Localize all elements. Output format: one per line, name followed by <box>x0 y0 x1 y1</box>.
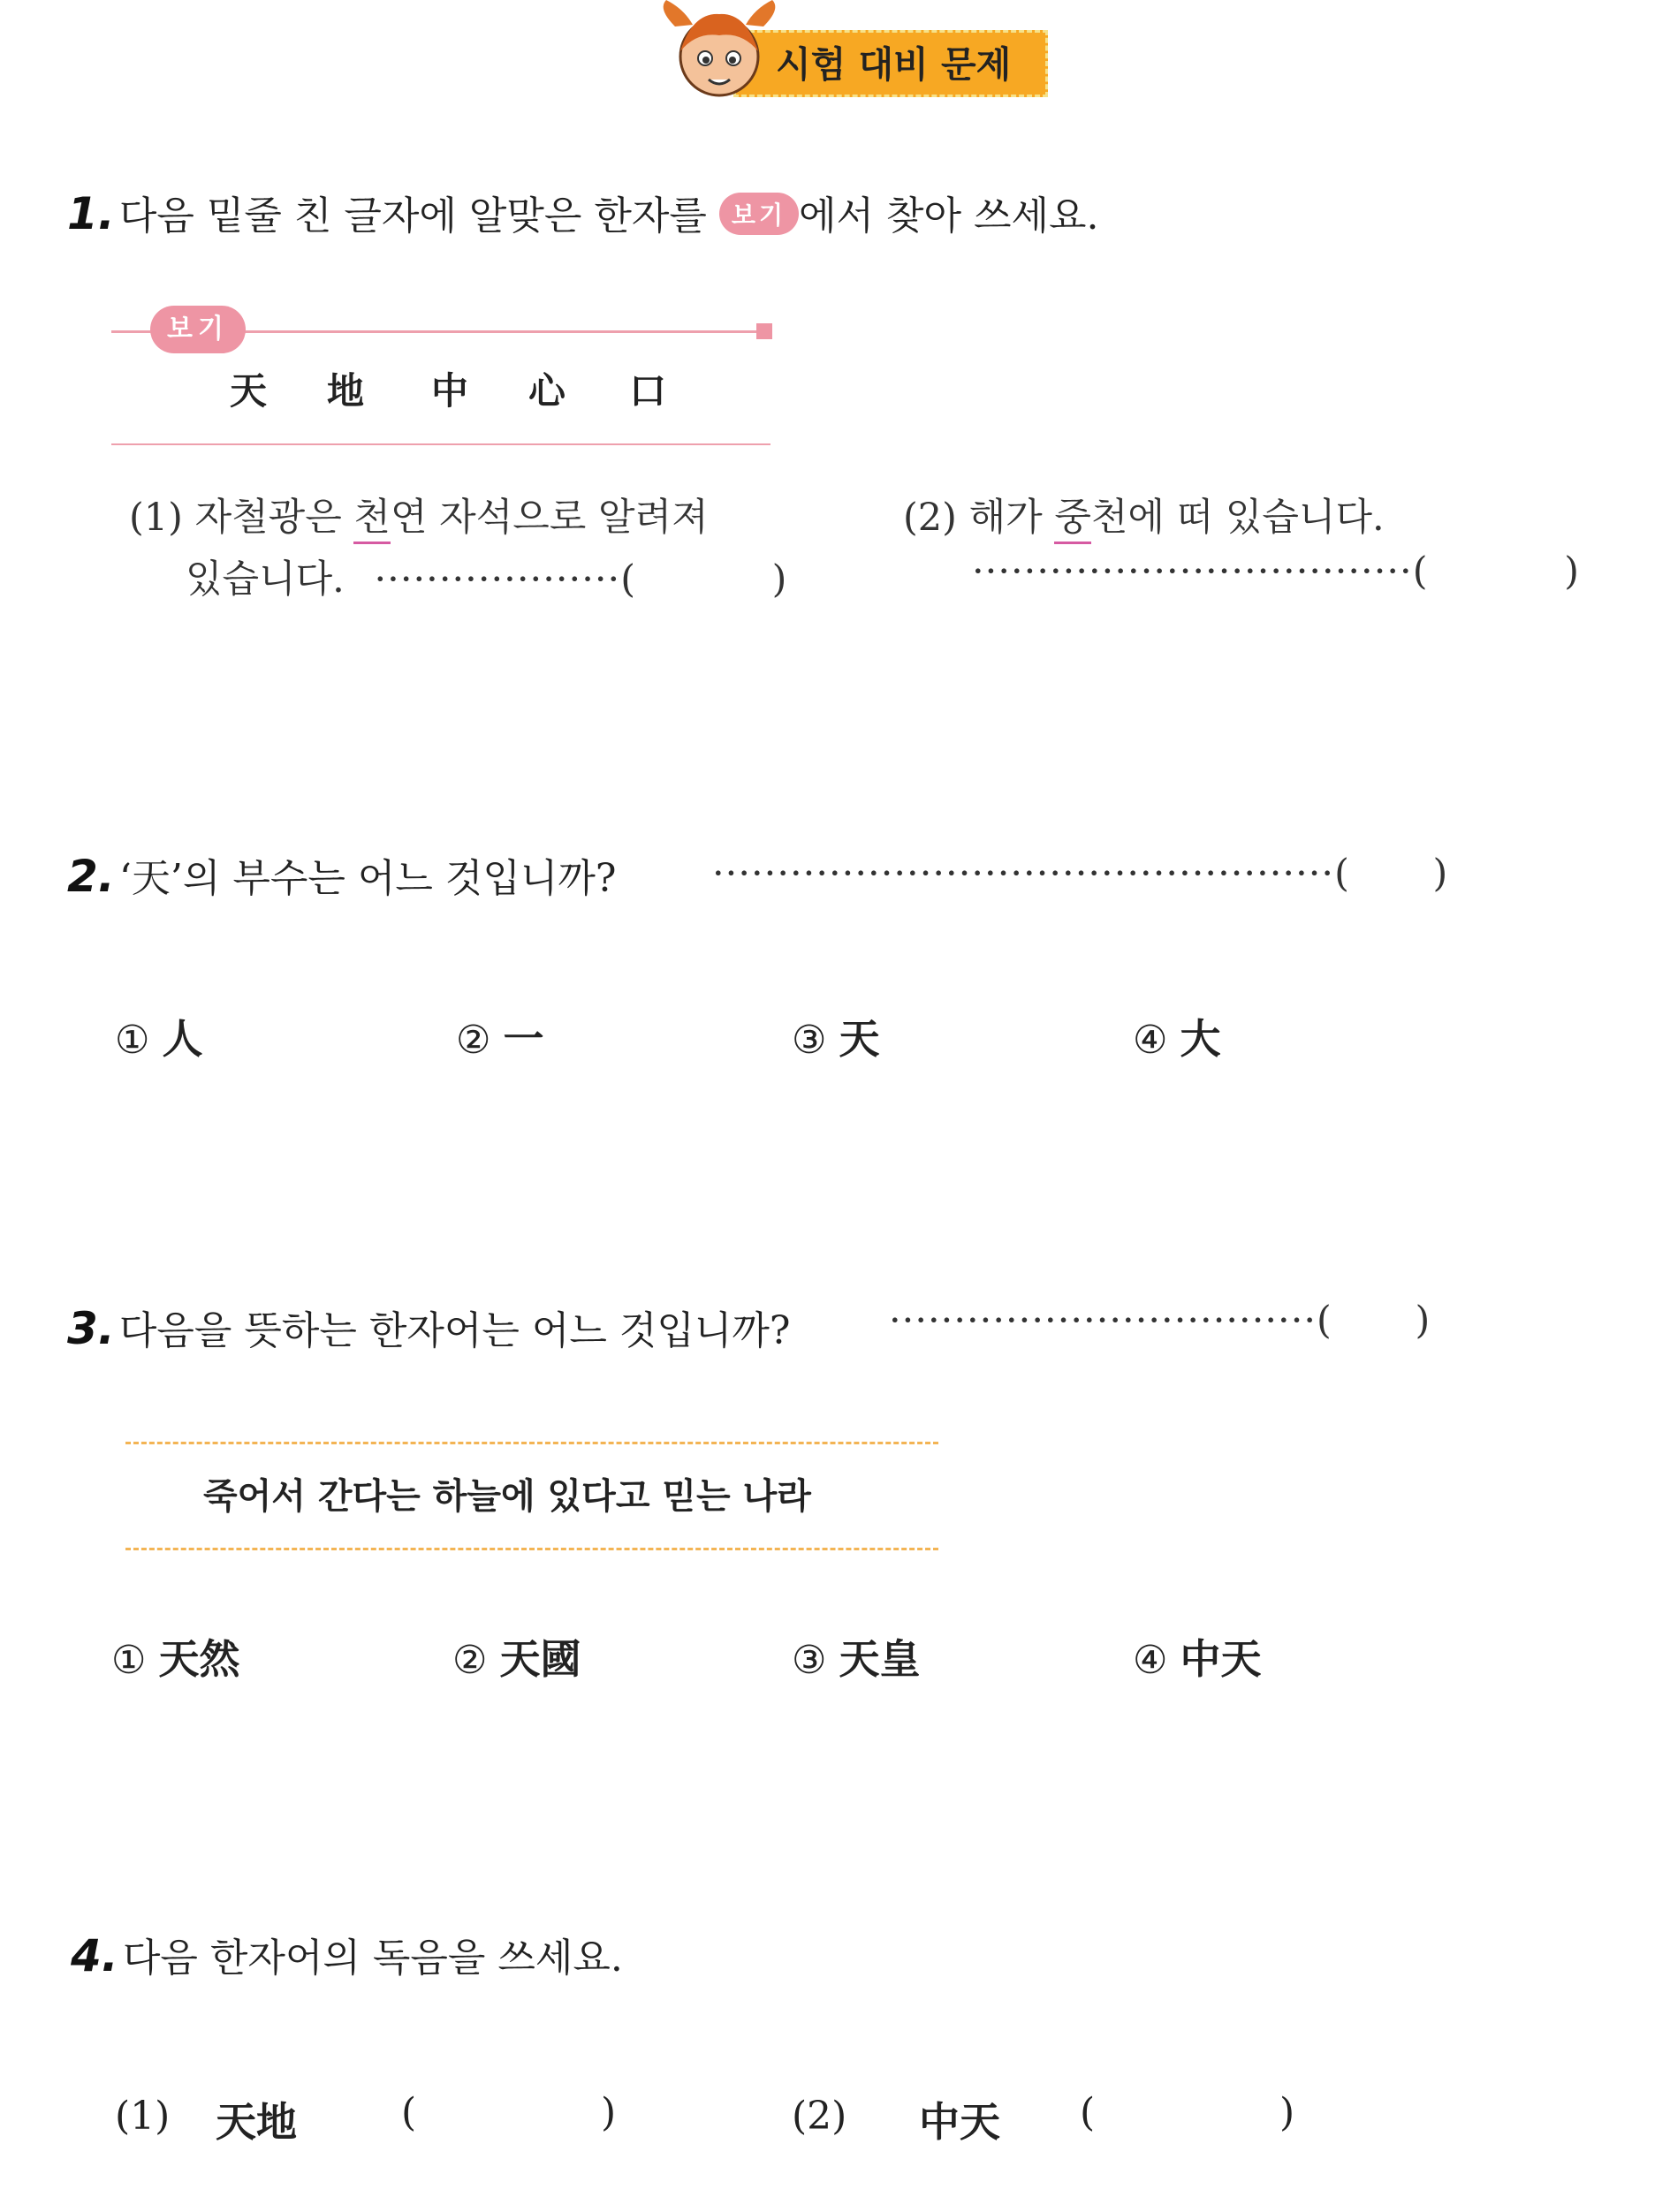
q1-item-1-line2 <box>186 549 786 603</box>
item-number: (2) <box>903 496 957 540</box>
question-4 <box>71 1926 623 1982</box>
item-text: 천에 떠 있습니다. <box>1090 496 1385 540</box>
question-number: 3. <box>67 1303 115 1354</box>
option-value: 人 <box>162 1015 203 1063</box>
question-text: 다음을 뜻하는 한자어는 어느 것입니까? <box>118 1308 791 1353</box>
bogi-choice: 天 <box>230 369 268 413</box>
bogi-box-tag: 보기 <box>150 306 246 353</box>
definition-text: 죽어서 간다는 하늘에 있다고 믿는 나라 <box>203 1476 811 1517</box>
answer-dots: ··································( <box>972 549 1429 594</box>
q4-item-2-word: 中天 <box>919 2098 1000 2146</box>
bogi-choice: 中 <box>431 369 469 413</box>
answer-close: ) <box>771 557 787 602</box>
q4-item-2-answer-blank[interactable] <box>1112 2090 1271 2140</box>
question-number: 2. <box>67 851 115 902</box>
bogi-choice: 心 <box>528 369 566 413</box>
option-mark: ③ <box>792 1638 827 1683</box>
option-value: 一 <box>503 1015 544 1063</box>
underlined-char: 천 <box>353 496 391 544</box>
item-text: 해가 <box>968 496 1043 540</box>
q3-option-1[interactable] <box>111 1627 239 1686</box>
q4-item-1-word: 天地 <box>216 2098 297 2146</box>
q2-answer-line <box>712 852 1447 896</box>
option-mark: ④ <box>1133 1018 1168 1063</box>
item-number: (1) <box>129 496 183 540</box>
option-value: 天 <box>839 1015 880 1063</box>
q3-answer-line <box>889 1299 1430 1343</box>
answer-close: ) <box>1415 1299 1431 1343</box>
answer-close: ) <box>1432 852 1448 896</box>
q4-item-1-number: (1) <box>115 2094 171 2139</box>
question-text: 다음 한자어의 독음을 쓰세요. <box>122 1936 623 1981</box>
q2-option-3[interactable] <box>792 1007 879 1065</box>
option-value: 大 <box>1180 1015 1221 1063</box>
definition-top-dash <box>125 1442 938 1444</box>
bogi-corner-square <box>756 323 772 339</box>
question-3 <box>67 1299 791 1355</box>
option-value: 天然 <box>158 1635 240 1683</box>
option-value: 中天 <box>1180 1635 1262 1683</box>
q1-item-1-line1 <box>129 488 709 542</box>
q4-item-2-close: ) <box>1279 2090 1295 2135</box>
option-mark: ① <box>111 1638 147 1683</box>
q2-option-2[interactable] <box>456 1007 543 1065</box>
option-value: 天皇 <box>839 1635 921 1683</box>
option-value: 天國 <box>499 1635 581 1683</box>
answer-dots: ················································( <box>712 852 1350 896</box>
answer-close: ) <box>1564 549 1579 594</box>
q4-item-1-answer-blank[interactable] <box>433 2090 592 2140</box>
question-text-start: 다음 밑줄 친 글자에 알맞은 한자를 <box>118 193 707 239</box>
answer-dots: ·································( <box>889 1299 1332 1343</box>
question-1 <box>67 184 1099 240</box>
question-number: 4. <box>71 1930 118 1981</box>
bogi-choice: 口 <box>629 369 667 413</box>
q4-item-1-open: ( <box>401 2090 417 2135</box>
q4-item-1-close: ) <box>601 2090 617 2135</box>
option-mark: ③ <box>792 1018 827 1063</box>
option-mark: ④ <box>1133 1638 1168 1683</box>
girl-mascot-icon <box>657 0 781 104</box>
q4-item-2-open: ( <box>1080 2090 1096 2135</box>
item-text: 자철광은 <box>194 496 342 540</box>
question-2 <box>67 846 616 903</box>
q3-option-2[interactable] <box>452 1627 581 1686</box>
bogi-inline-tag: 보기 <box>719 193 799 235</box>
bogi-choice: 地 <box>327 369 365 413</box>
q3-option-3[interactable] <box>792 1627 920 1686</box>
question-text <box>119 193 1099 239</box>
q2-option-1[interactable] <box>115 1007 202 1065</box>
q4-item-2-number: (2) <box>792 2094 847 2139</box>
bogi-bottom-rule <box>111 443 770 445</box>
question-text: ‘天’의 부수는 어느 것입니까? <box>118 856 617 901</box>
item-text: 있습니다. <box>186 557 345 602</box>
item-text: 연 자석으로 알려져 <box>390 496 709 540</box>
question-number: 1. <box>67 188 115 239</box>
q3-option-4[interactable] <box>1133 1627 1261 1686</box>
q1-item-2-line1 <box>903 488 1385 542</box>
option-mark: ① <box>115 1018 150 1063</box>
option-mark: ② <box>456 1018 491 1063</box>
definition-bottom-dash <box>125 1548 938 1550</box>
underlined-char: 중 <box>1054 496 1091 544</box>
question-text-end: 에서 찾아 쓰세요. <box>799 193 1099 239</box>
option-mark: ② <box>452 1638 488 1683</box>
answer-dots: ···················( <box>374 557 636 602</box>
q1-item-2-line2 <box>972 549 1579 594</box>
page-title: 시험 대비 문제 <box>776 43 1012 86</box>
q2-option-4[interactable] <box>1133 1007 1220 1065</box>
